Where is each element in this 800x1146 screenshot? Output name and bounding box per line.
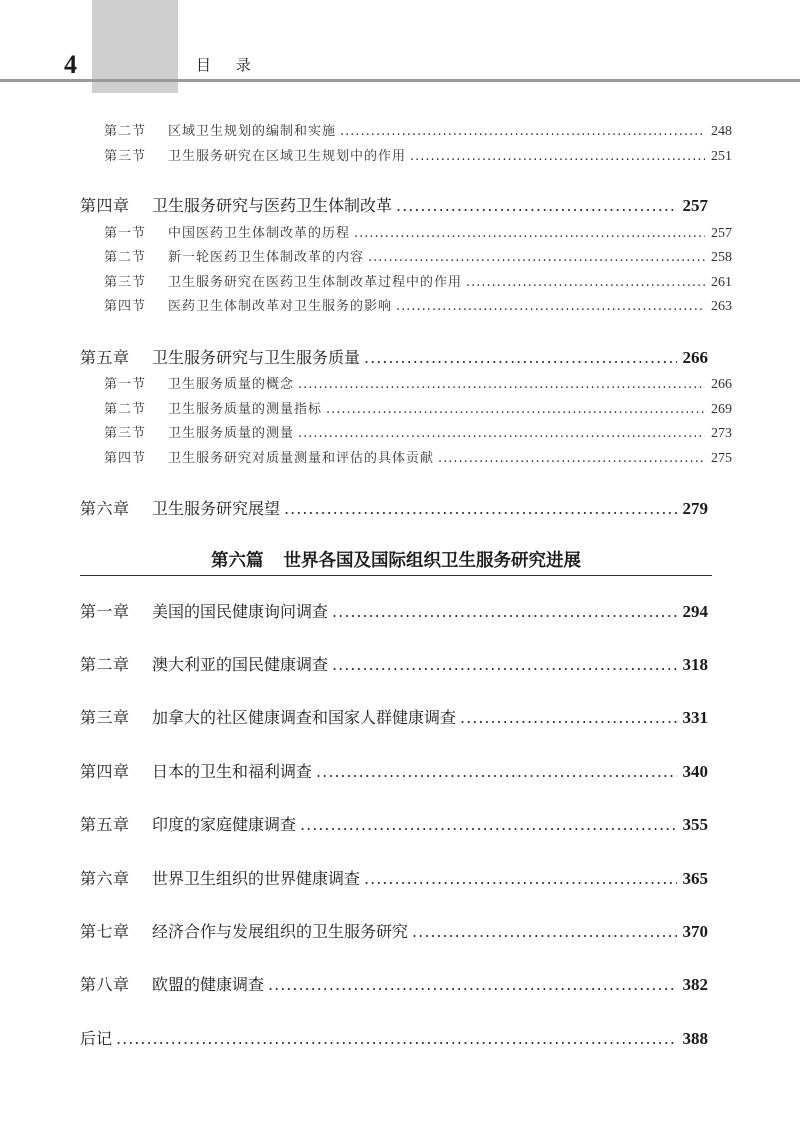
section-number: 第四节 bbox=[104, 451, 147, 466]
section-number: 第三节 bbox=[104, 426, 147, 441]
section-number: 第一节 bbox=[104, 226, 147, 241]
page-ref: 273 bbox=[711, 426, 732, 441]
section-title: 卫生服务研究在区域卫生规划中的作用 bbox=[168, 149, 407, 164]
page-ref: 340 bbox=[682, 762, 708, 781]
chapter-number: 第一章 bbox=[80, 602, 130, 621]
section-number: 第二节 bbox=[104, 124, 147, 139]
toc-chapter-entry[interactable] bbox=[80, 866, 708, 889]
toc-section-entry[interactable] bbox=[80, 422, 732, 442]
section-title: 中国医药卫生体制改革的历程 bbox=[168, 226, 351, 241]
dot-leader bbox=[268, 975, 676, 994]
toc-chapter-entry[interactable] bbox=[80, 759, 708, 782]
toc-section-entry[interactable] bbox=[80, 398, 732, 418]
page-ref: 382 bbox=[682, 975, 708, 994]
chapter-number: 第六章 bbox=[80, 869, 130, 888]
toc-section-entry[interactable] bbox=[80, 246, 732, 266]
toc-section-entry[interactable] bbox=[80, 271, 732, 291]
section-title: 医药卫生体制改革对卫生服务的影响 bbox=[168, 299, 393, 314]
section-title: 新一轮医药卫生体制改革的内容 bbox=[168, 250, 365, 265]
page-ref: 257 bbox=[711, 226, 732, 241]
dot-leader bbox=[332, 655, 676, 674]
chapter-title: 经济合作与发展组织的卫生服务研究 bbox=[152, 922, 409, 941]
dot-leader bbox=[364, 869, 676, 888]
toc-chapter-entry[interactable] bbox=[80, 705, 708, 728]
dot-leader bbox=[410, 149, 705, 164]
page-ref: 331 bbox=[682, 708, 708, 727]
section-title: 卫生服务质量的概念 bbox=[168, 377, 295, 392]
chapter-title: 卫生服务研究与卫生服务质量 bbox=[152, 348, 361, 367]
page-ref: 269 bbox=[711, 402, 732, 417]
dot-leader bbox=[316, 762, 676, 781]
toc-chapter-entry[interactable] bbox=[80, 652, 708, 675]
toc-chapter-entry[interactable] bbox=[80, 599, 708, 622]
dot-leader bbox=[116, 1029, 676, 1048]
dot-leader bbox=[396, 196, 676, 215]
header-title: 目 录 bbox=[196, 56, 261, 74]
chapter-number: 第五章 bbox=[80, 815, 130, 834]
dot-leader bbox=[466, 275, 705, 290]
page-ref: 318 bbox=[682, 655, 708, 674]
page-ref: 263 bbox=[711, 299, 732, 314]
dot-leader bbox=[340, 124, 705, 139]
toc-section-entry[interactable] bbox=[80, 120, 732, 140]
chapter-title: 卫生服务研究与医药卫生体制改革 bbox=[152, 196, 393, 215]
section-number: 第一节 bbox=[104, 377, 147, 392]
dot-leader bbox=[298, 377, 705, 392]
chapter-number: 第七章 bbox=[80, 922, 130, 941]
chapter-number: 第四章 bbox=[80, 196, 130, 215]
page-ref: 370 bbox=[682, 922, 708, 941]
page-ref: 257 bbox=[682, 196, 708, 215]
chapter-number: 第五章 bbox=[80, 348, 130, 367]
dot-leader bbox=[284, 499, 676, 518]
afterword-title: 后记 bbox=[80, 1029, 113, 1048]
part-title: 世界各国及国际组织卫生服务研究进展 bbox=[283, 551, 581, 571]
chapter-title: 印度的家庭健康调查 bbox=[152, 815, 297, 834]
chapter-title: 卫生服务研究展望 bbox=[152, 499, 281, 518]
dot-leader bbox=[364, 348, 676, 367]
section-title: 卫生服务质量的测量 bbox=[168, 426, 295, 441]
page-ref: 258 bbox=[711, 250, 732, 265]
page-ref: 294 bbox=[682, 602, 708, 621]
page-ref: 355 bbox=[682, 815, 708, 834]
section-title: 卫生服务研究在医药卫生体制改革过程中的作用 bbox=[168, 275, 463, 290]
chapter-number: 第二章 bbox=[80, 655, 130, 674]
dot-leader bbox=[438, 451, 705, 466]
part-number: 第六篇 bbox=[211, 551, 264, 571]
section-number: 第四节 bbox=[104, 299, 147, 314]
dot-leader bbox=[412, 922, 676, 941]
dot-leader bbox=[300, 815, 676, 834]
toc-section-entry[interactable] bbox=[80, 145, 732, 165]
toc-chapter-entry[interactable] bbox=[80, 972, 708, 995]
section-title: 区域卫生规划的编制和实施 bbox=[168, 124, 337, 139]
chapter-title: 美国的国民健康询问调查 bbox=[152, 602, 329, 621]
page-number: 4 bbox=[64, 50, 77, 79]
toc-chapter-entry[interactable] bbox=[80, 193, 708, 216]
toc-afterword-entry[interactable] bbox=[80, 1026, 708, 1049]
toc-section-entry[interactable] bbox=[80, 447, 732, 467]
toc-chapter-entry[interactable] bbox=[80, 496, 708, 519]
section-number: 第三节 bbox=[104, 275, 147, 290]
toc-chapter-entry[interactable] bbox=[80, 919, 708, 942]
dot-leader bbox=[354, 226, 705, 241]
dot-leader bbox=[368, 250, 705, 265]
dot-leader bbox=[332, 602, 676, 621]
section-number: 第二节 bbox=[104, 250, 147, 265]
chapter-title: 加拿大的社区健康调查和国家人群健康调查 bbox=[152, 708, 457, 727]
toc-chapter-entry[interactable] bbox=[80, 345, 708, 368]
page-ref: 266 bbox=[711, 377, 732, 392]
toc-section-entry[interactable] bbox=[80, 222, 732, 242]
chapter-title: 欧盟的健康调查 bbox=[152, 975, 265, 994]
section-number: 第二节 bbox=[104, 402, 147, 417]
section-title: 卫生服务研究对质量测量和评估的具体贡献 bbox=[168, 451, 435, 466]
page-ref: 365 bbox=[682, 869, 708, 888]
page-ref: 279 bbox=[682, 499, 708, 518]
page-ref: 261 bbox=[711, 275, 732, 290]
toc-chapter-entry[interactable] bbox=[80, 812, 708, 835]
header-rule bbox=[0, 79, 800, 82]
chapter-title: 世界卫生组织的世界健康调查 bbox=[152, 869, 361, 888]
page-ref: 266 bbox=[682, 348, 708, 367]
page-ref: 248 bbox=[711, 124, 732, 139]
dot-leader bbox=[396, 299, 705, 314]
page-ref: 275 bbox=[711, 451, 732, 466]
chapter-title: 澳大利亚的国民健康调查 bbox=[152, 655, 329, 674]
chapter-number: 第三章 bbox=[80, 708, 130, 727]
part-divider bbox=[80, 575, 712, 576]
dot-leader bbox=[298, 426, 705, 441]
chapter-title: 日本的卫生和福利调查 bbox=[152, 762, 313, 781]
page-ref: 388 bbox=[682, 1029, 708, 1048]
section-title: 卫生服务质量的测量指标 bbox=[168, 402, 323, 417]
section-number: 第三节 bbox=[104, 149, 147, 164]
page-ref: 251 bbox=[711, 149, 732, 164]
chapter-number: 第六章 bbox=[80, 499, 130, 518]
toc-section-entry[interactable] bbox=[80, 295, 732, 315]
dot-leader bbox=[460, 708, 676, 727]
chapter-number: 第四章 bbox=[80, 762, 130, 781]
chapter-number: 第八章 bbox=[80, 975, 130, 994]
part-heading bbox=[80, 549, 712, 573]
dot-leader bbox=[326, 402, 705, 417]
toc-section-entry[interactable] bbox=[80, 373, 732, 393]
